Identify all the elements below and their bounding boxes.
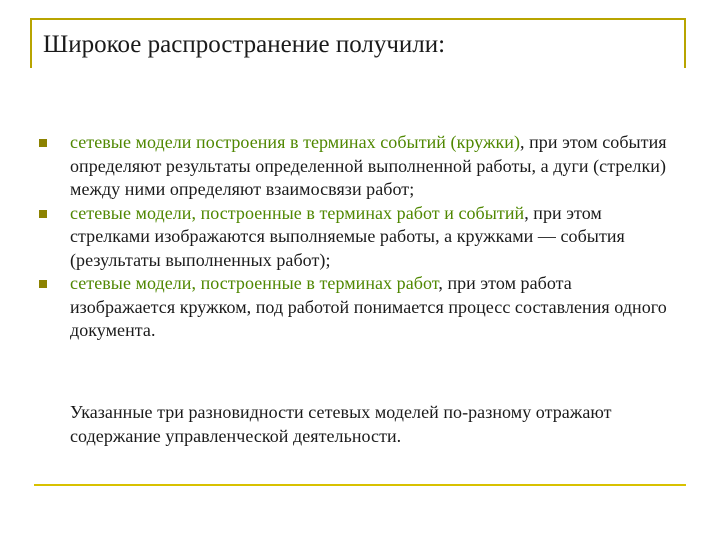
bullet-text: , при этом события определяют результаты определенной выполненной работы, а дуги (стрелки) между ними определяют взаимосвязи работ; xyxy=(70,132,667,199)
title-frame-top-line xyxy=(30,18,686,20)
bullet-list xyxy=(36,131,676,343)
slide-title: Широкое распространение получили: xyxy=(43,31,446,58)
square-bullet-icon xyxy=(39,280,47,288)
bullet-item xyxy=(36,272,676,343)
title-frame-left-line xyxy=(30,18,32,68)
closing-paragraph: Указанные три разновидности сетевых моделей по-разному отражают содержание управленческой деятельности. xyxy=(70,402,612,446)
bullet-item xyxy=(36,131,676,202)
bullet-text: , при этом стрелками изображаются выполняемые работы, а кружками — события (результаты выполненных работ); xyxy=(70,202,625,270)
square-bullet-icon xyxy=(39,139,47,147)
bullet-highlight: сетевые модели, построенные в терминах работ и событий xyxy=(70,202,525,223)
title-frame-right-line xyxy=(684,18,686,68)
bullet-highlight: сетевые модели построения в терминах событий (кружки) xyxy=(70,132,521,152)
bottom-divider xyxy=(34,484,686,486)
bullet-highlight: сетевые модели, построенные в терминах работ xyxy=(70,273,439,293)
square-bullet-icon xyxy=(39,210,47,218)
bullet-item xyxy=(36,202,676,273)
bullet-text: , при этом работа изображается кружком, под работой понимается процесс составления одного документа. xyxy=(70,273,667,340)
